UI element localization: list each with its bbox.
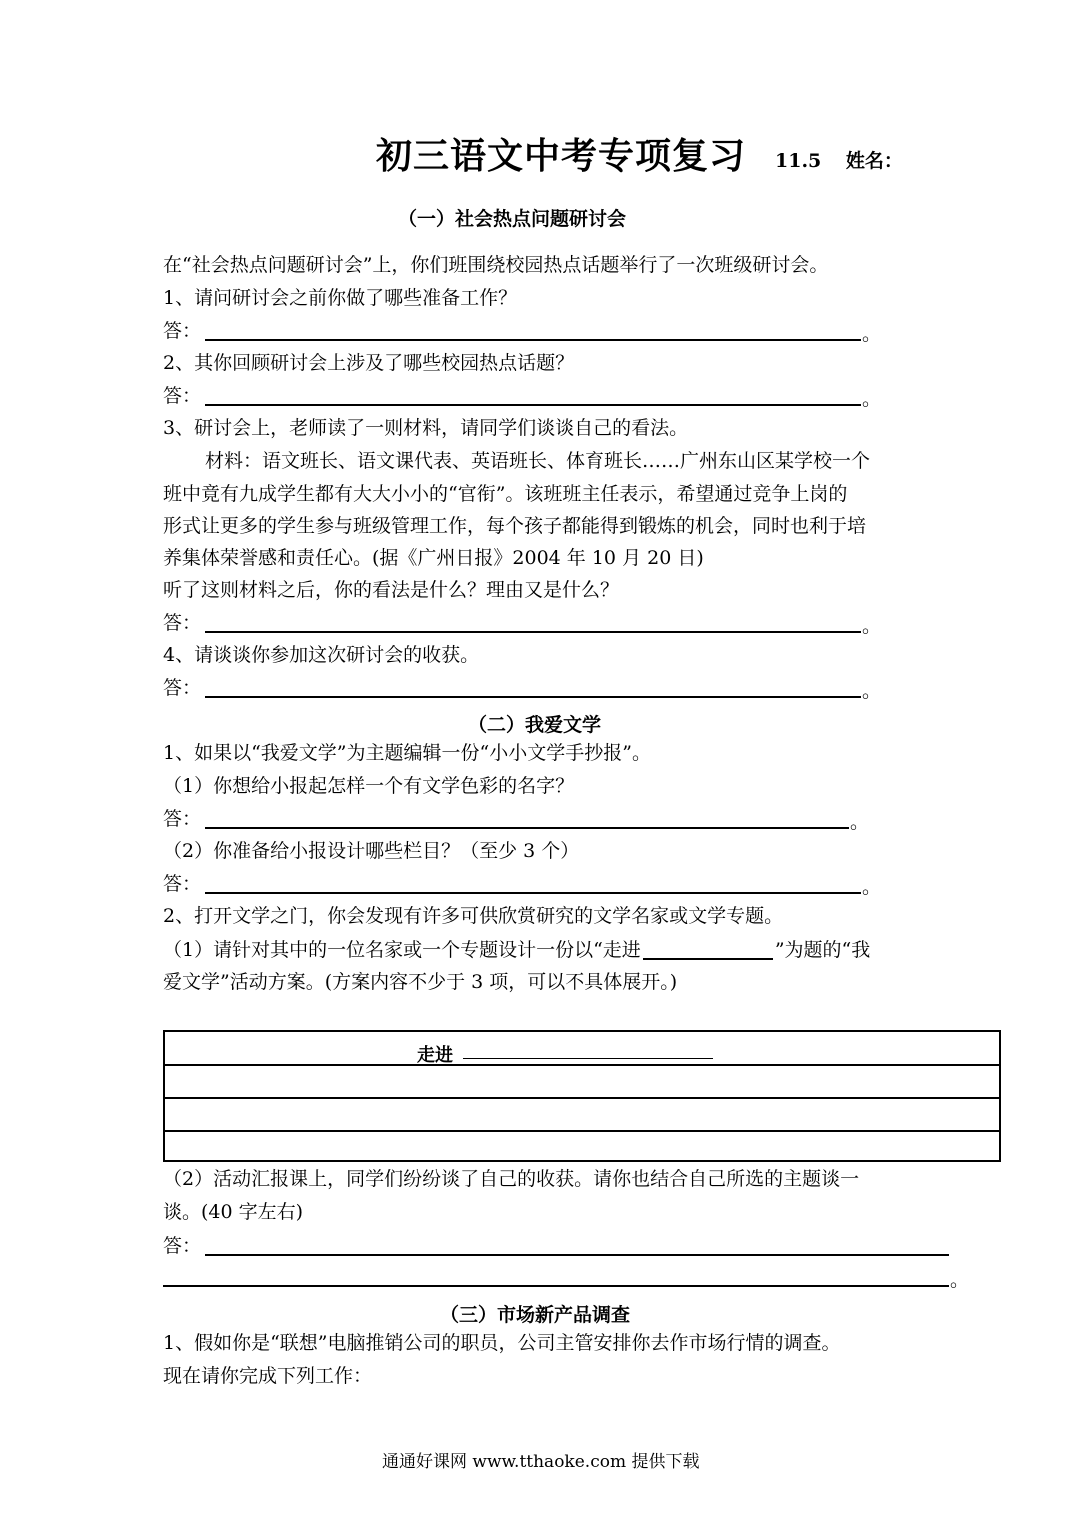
table-row[interactable]: [165, 1099, 999, 1132]
period-mark: 。: [862, 323, 882, 345]
answer-line-s2q1-2[interactable]: [205, 892, 861, 894]
answer-line-s1q1[interactable]: [205, 339, 861, 341]
section1-q3-followup: 听了这则材料之后，你的看法是什么？理由又是什么？: [163, 579, 620, 601]
answer-label: 答：: [163, 612, 202, 634]
activity-plan-table: [163, 1030, 1001, 1162]
period-mark: 。: [862, 680, 882, 702]
answer-line-s2q2-2-b[interactable]: [163, 1285, 949, 1287]
section2-q2-2-cont: 谈。(40 字左右): [163, 1201, 304, 1223]
section2-q1: 1、如果以“我爱文学”为主题编辑一份“小小文学手抄报”。: [163, 742, 651, 764]
section1-material-line1: 材料：语文班长、语文课代表、英语班长、体育班长……广州东山区某学校一个: [205, 450, 871, 472]
period-mark: 。: [950, 1269, 970, 1291]
section2-q2-2: （2）活动汇报课上，同学们纷纷谈了自己的收获。请你也结合自己所选的主题谈一: [163, 1168, 860, 1190]
section3-q1-cont: 现在请你完成下列工作：: [163, 1365, 373, 1387]
date-label: 11.5: [775, 150, 822, 172]
section1-q4: 4、请谈谈你参加这次研讨会的收获。: [163, 644, 480, 666]
period-mark: 。: [862, 388, 882, 410]
answer-label: 答：: [163, 320, 202, 342]
period-mark: 。: [862, 615, 882, 637]
name-label: 姓名：: [845, 150, 903, 172]
answer-line-s2q2-2-a[interactable]: [205, 1254, 949, 1256]
section1-intro: 在“社会热点问题研讨会”上，你们班围绕校园热点话题举行了一次班级研讨会。: [163, 254, 829, 276]
section2-q1-1: （1）你想给小报起怎样一个有文学色彩的名字？: [163, 775, 575, 797]
period-mark: 。: [850, 811, 870, 833]
section2-q1-2: （2）你准备给小报设计哪些栏目？（至少 3 个）: [163, 840, 580, 862]
period-mark: 。: [862, 876, 882, 898]
page-title: 初三语文中考专项复习: [376, 135, 747, 177]
answer-label: 答：: [163, 677, 202, 699]
section2-q2: 2、打开文学之门，你会发现有许多可供欣赏研究的文学名家或文学专题。: [163, 905, 784, 927]
table-heading: 走进: [417, 1045, 453, 1066]
answer-line-s1q4[interactable]: [205, 696, 861, 698]
section2-q2-1: [163, 940, 870, 960]
topic-blank[interactable]: [643, 940, 773, 960]
title-meta: [775, 146, 903, 173]
section1-q3: 3、研讨会上，老师读了一则材料，请同学们谈谈自己的看法。: [163, 417, 689, 439]
answer-label: 答：: [163, 808, 202, 830]
section1-q1: 1、请问研讨会之前你做了哪些准备工作？: [163, 287, 518, 309]
section2-q2-1-text-b: ”为题的“我: [774, 939, 871, 961]
table-row-header: [165, 1032, 999, 1066]
section3-heading: （三）市场新产品调查: [440, 1304, 631, 1326]
section1-material-line4: 养集体荣誉感和责任心。(据《广州日报》2004 年 10 月 20 日): [163, 547, 704, 569]
section2-heading: （二）我爱文学: [468, 714, 602, 736]
answer-line-s1q2[interactable]: [205, 404, 861, 406]
answer-label: 答：: [163, 873, 202, 895]
table-row[interactable]: [165, 1066, 999, 1099]
section1-material-line3: 形式让更多的学生参与班级管理工作，每个孩子都能得到锻炼的机会，同时也利于培: [163, 515, 867, 537]
section2-q2-1-text-a: （1）请针对其中的一位名家或一个专题设计一份以“走进: [163, 939, 641, 961]
section1-q2: 2、其你回顾研讨会上涉及了哪些校园热点话题？: [163, 352, 575, 374]
table-heading-blank[interactable]: [463, 1058, 713, 1059]
answer-label: 答：: [163, 385, 202, 407]
answer-label: 答：: [163, 1235, 202, 1257]
section3-q1: 1、假如你是“联想”电脑推销公司的职员，公司主管安排你去作市场行情的调查。: [163, 1332, 841, 1354]
footer-credit: 通通好课网 www.tthaoke.com 提供下载: [382, 1452, 700, 1472]
answer-line-s2q1-1[interactable]: [205, 827, 849, 829]
section1-material-line2: 班中竟有九成学生都有大大小小的“官衔”。该班班主任表示，希望通过竞争上岗的: [163, 483, 848, 505]
section1-heading: （一）社会热点问题研讨会: [398, 208, 627, 230]
section2-q2-1-cont: 爱文学”活动方案。(方案内容不少于 3 项，可以不具体展开。): [163, 971, 678, 993]
answer-line-s1q3[interactable]: [205, 631, 861, 633]
